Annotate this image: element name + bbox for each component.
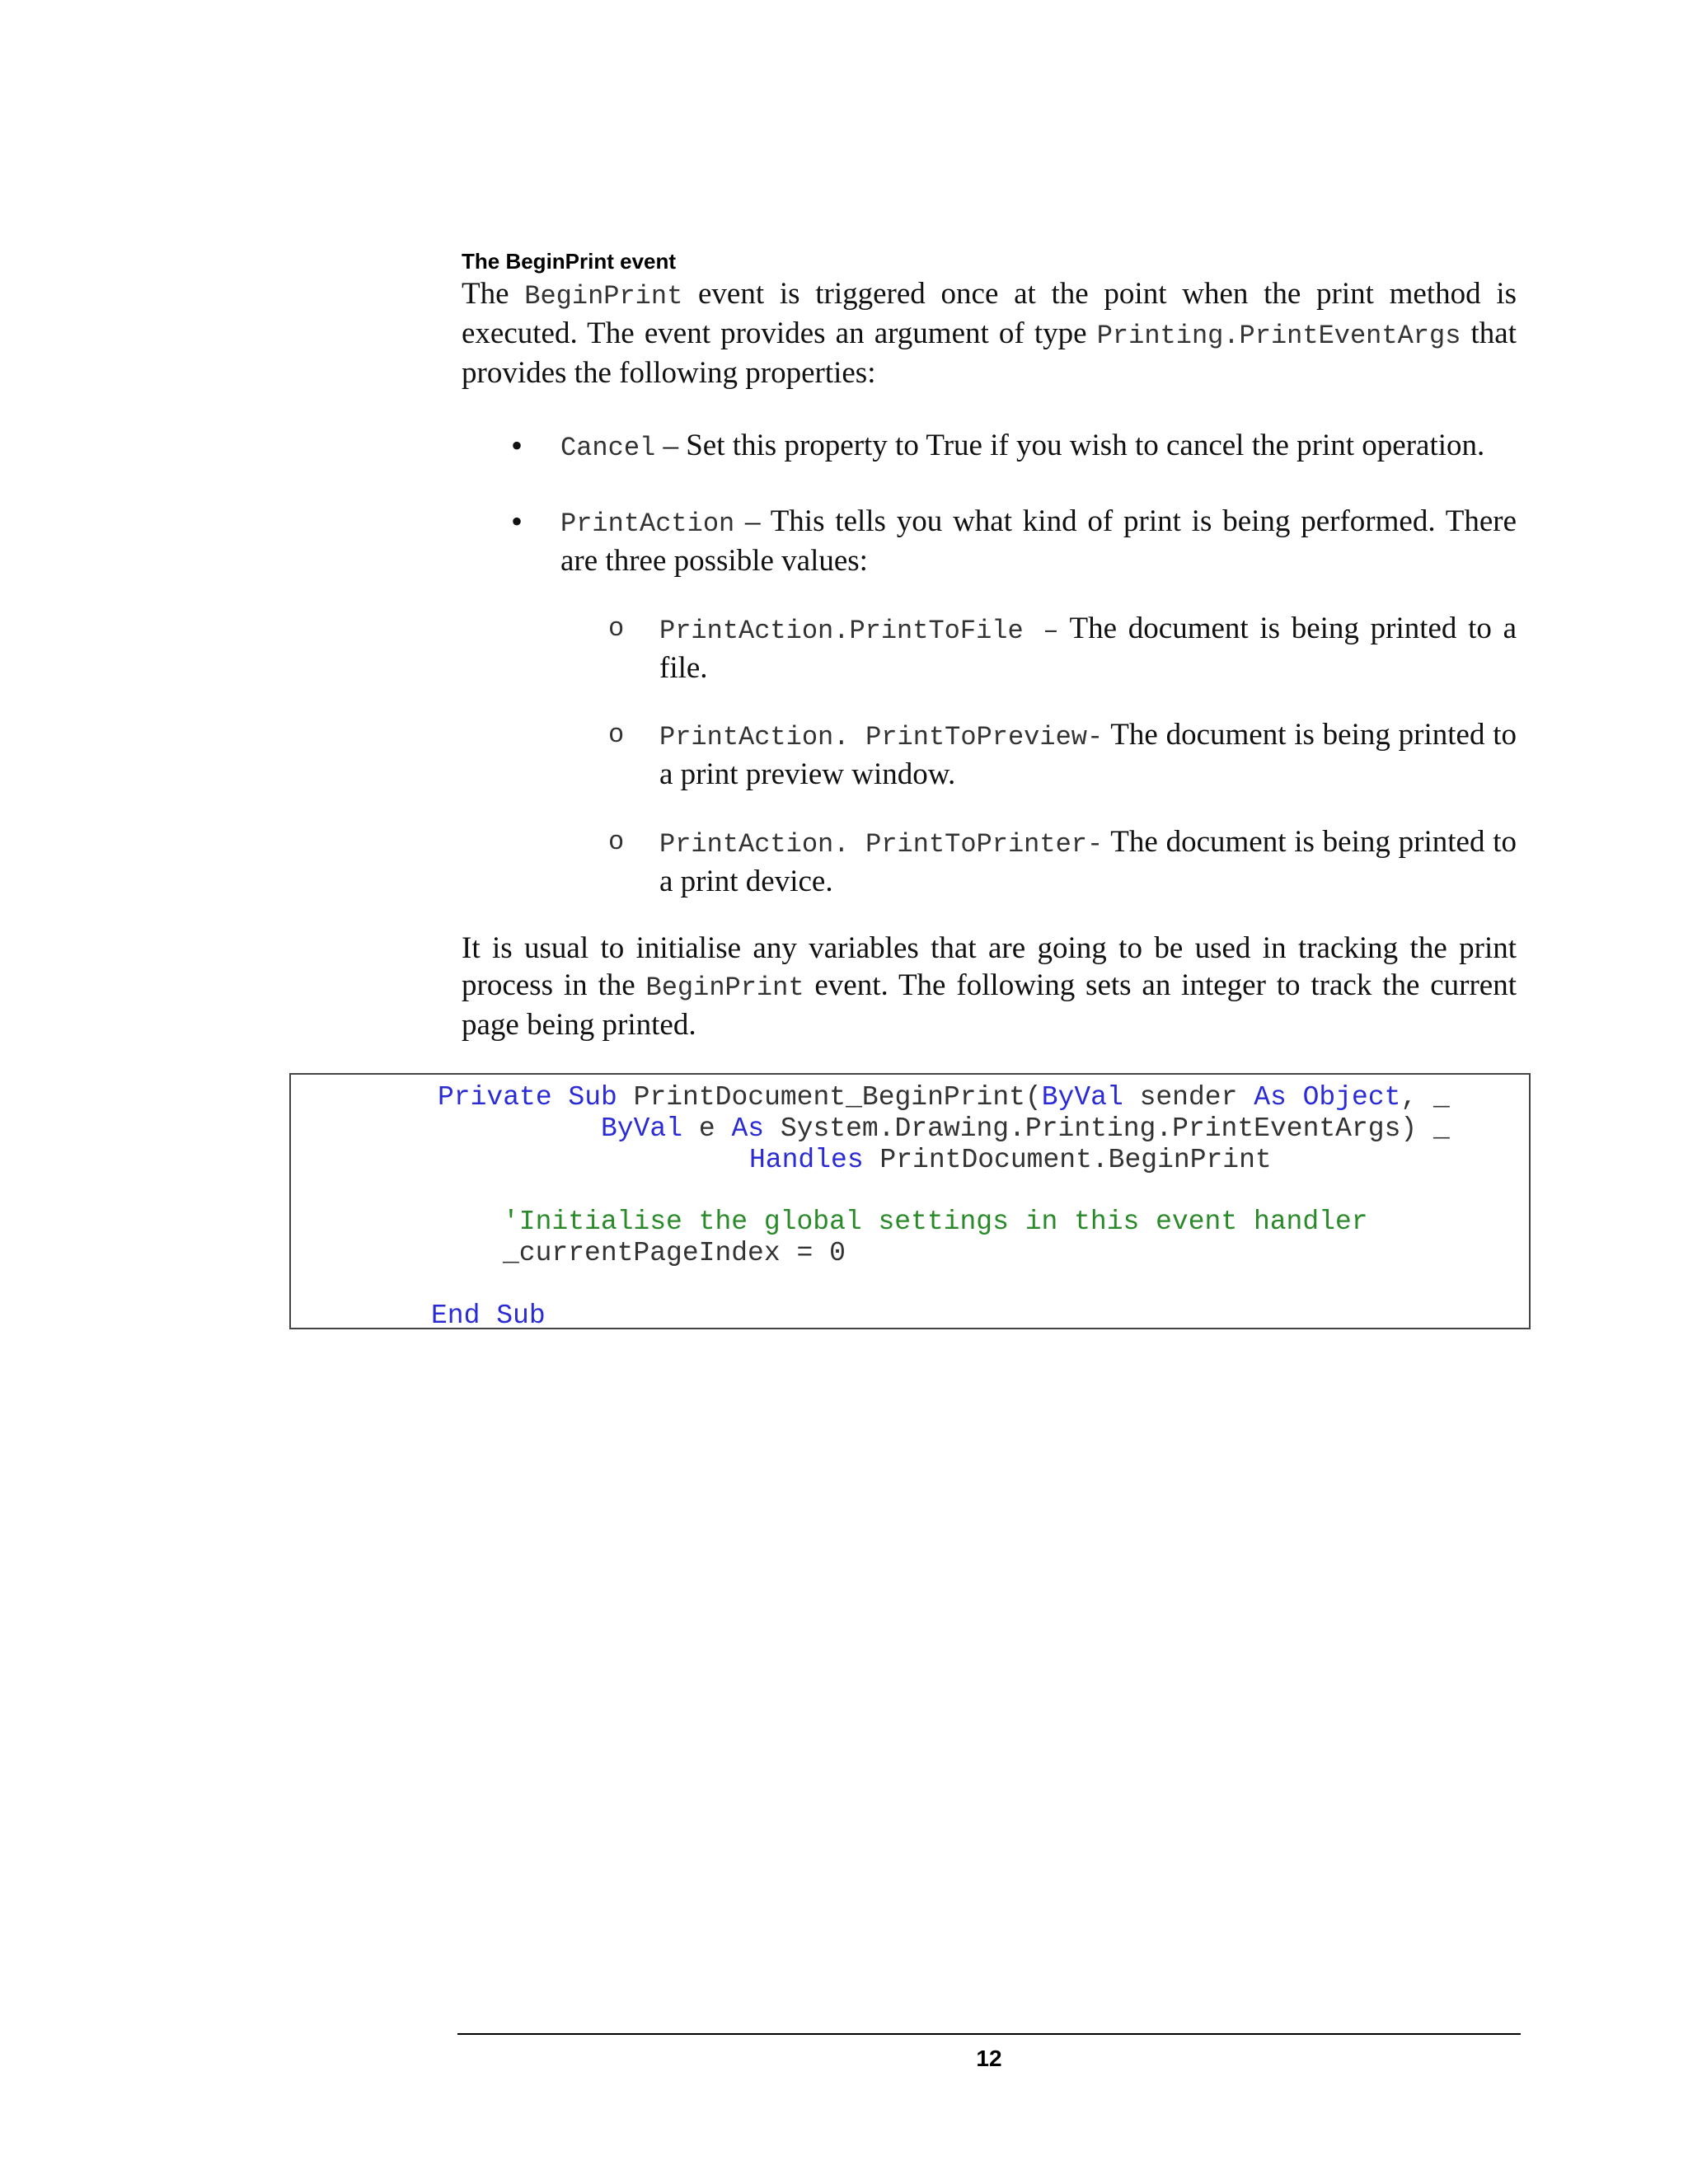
sub-bullet-text: The document is being printed to a print preview window. xyxy=(659,718,1517,791)
sub-bullet-text: The document is being printed to a print device. xyxy=(659,825,1517,898)
code-text: sender xyxy=(1123,1082,1254,1113)
code-text: System.Drawing.Printing.PrintEventArgs) _ xyxy=(764,1113,1450,1144)
sub-bullet-code: PrintAction.PrintToFile – xyxy=(659,616,1059,646)
outro-text-2: event. The following sets an integer to track the current page being printed. xyxy=(462,968,1517,1042)
intro-paragraph xyxy=(462,275,1517,391)
bullet-circle-icon: o xyxy=(608,827,625,857)
code-text: PrintDocument.BeginPrint xyxy=(863,1145,1272,1175)
bullet-circle-icon: o xyxy=(608,613,625,644)
bullet-code: Cancel xyxy=(560,433,656,463)
code-keyword: Private Sub xyxy=(438,1082,617,1113)
intro-code-beginprint: BeginPrint xyxy=(524,281,683,312)
bullet-text: – Set this property to True if you wish to cancel the print operation. xyxy=(655,429,1485,462)
sub-bullet-text: The document is being printed to a file. xyxy=(659,612,1517,685)
outro-text-1: It is usual to initialise any variables that are going to be used in tracking the print process in the xyxy=(462,931,1517,1002)
sub-list-item-printtopreview xyxy=(608,716,1517,793)
bullet-code: PrintAction xyxy=(560,509,735,539)
intro-text-2: event is triggered once at the point when the print method is executed. The event provides an argument of type xyxy=(462,277,1517,350)
code-line-2 xyxy=(601,1113,1450,1145)
code-text: PrintDocument_BeginPrint( xyxy=(617,1082,1042,1113)
bullet-dot-icon: • xyxy=(511,427,523,464)
section-heading: The BeginPrint event xyxy=(462,249,677,274)
intro-text-3: that provides the following properties: xyxy=(462,316,1517,390)
sub-list-item-printtofile xyxy=(608,610,1517,687)
sub-bullet-code: PrintAction. PrintToPrinter- xyxy=(659,829,1104,860)
code-line-5: _currentPageIndex = 0 xyxy=(503,1238,846,1268)
list-item-printaction xyxy=(511,503,1517,579)
intro-text-1: The xyxy=(462,277,525,311)
page-number: 12 xyxy=(976,2046,1002,2071)
bullet-dot-icon: • xyxy=(511,503,523,540)
bullet-circle-icon: o xyxy=(608,719,625,750)
code-text: , _ xyxy=(1400,1082,1450,1113)
list-item-cancel xyxy=(511,427,1517,466)
bullet-text: – This tells you what kind of print is being performed. There are three possible values: xyxy=(560,504,1517,578)
footer-divider xyxy=(457,2033,1521,2035)
code-keyword: ByVal xyxy=(601,1113,683,1144)
code-line-1 xyxy=(438,1082,1450,1113)
code-listing xyxy=(289,1073,1531,1329)
sub-list-item-printtoprinter xyxy=(608,823,1517,900)
code-comment-line: 'Initialise the global settings in this event handler xyxy=(503,1207,1368,1237)
code-text: e xyxy=(682,1113,732,1144)
code-keyword: Handles xyxy=(749,1145,864,1175)
outro-paragraph xyxy=(462,930,1517,1043)
outro-code-beginprint: BeginPrint xyxy=(645,972,804,1003)
code-keyword: ByVal xyxy=(1041,1082,1123,1113)
code-line-end-sub: End Sub xyxy=(431,1301,546,1331)
code-keyword: As xyxy=(731,1113,765,1144)
sub-bullet-code: PrintAction. PrintToPreview- xyxy=(659,722,1104,752)
code-keyword: As Object xyxy=(1254,1082,1401,1113)
intro-code-printeventargs: Printing.PrintEventArgs xyxy=(1096,321,1461,351)
code-line-3 xyxy=(749,1145,1272,1176)
